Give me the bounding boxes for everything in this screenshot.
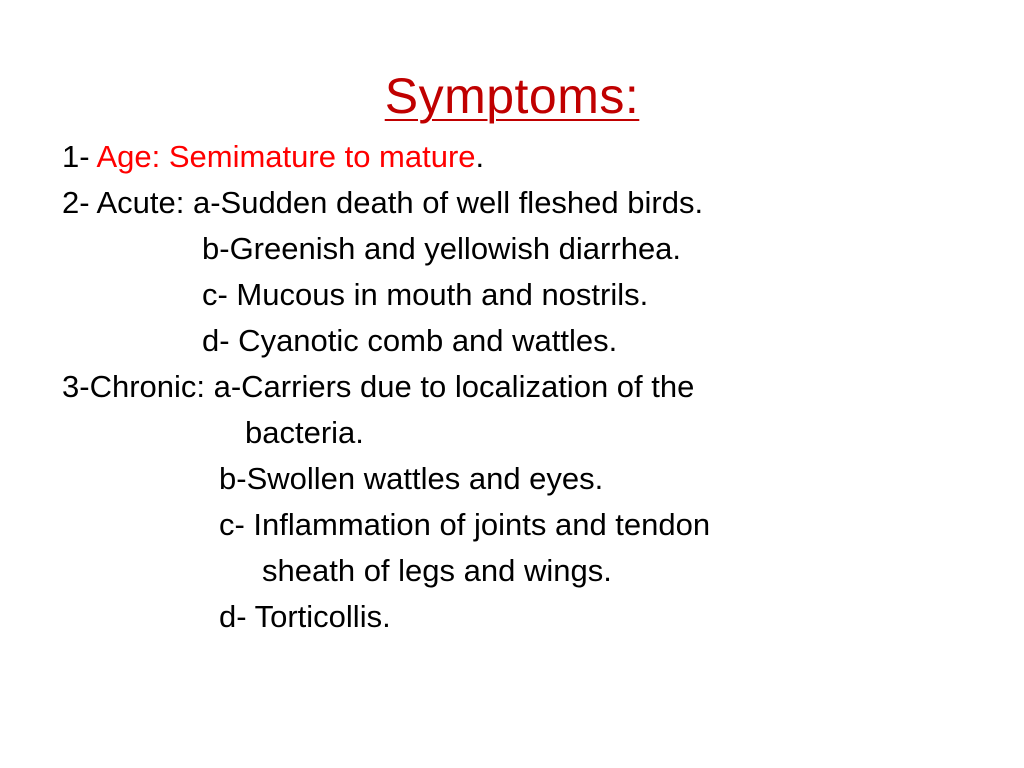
- acute-line-a: 2- Acute: a-Sudden death of well fleshed birds.: [62, 185, 704, 220]
- chronic-line-c-cont: sheath of legs and wings.: [262, 553, 612, 588]
- acute-line-c: c- Mucous in mouth and nostrils.: [202, 277, 649, 312]
- chronic-line-b: b-Swollen wattles and eyes.: [219, 461, 604, 496]
- chronic-line-a: 3-Chronic: a-Carriers due to localization of the: [62, 369, 695, 404]
- chronic-line-a-cont: bacteria.: [245, 415, 364, 450]
- age-period: .: [475, 139, 485, 174]
- symptom-age-line: [62, 137, 484, 177]
- chronic-line-d: d- Torticollis.: [219, 599, 391, 634]
- chronic-line-c: c- Inflammation of joints and tendon: [219, 507, 711, 542]
- age-highlight: Age: Semimature to mature: [96, 139, 476, 174]
- slide-title: Symptoms:: [384, 68, 640, 124]
- acute-line-b: b-Greenish and yellowish diarrhea.: [202, 231, 682, 266]
- acute-line-d: d- Cyanotic comb and wattles.: [202, 323, 618, 358]
- age-number: 1-: [62, 139, 97, 174]
